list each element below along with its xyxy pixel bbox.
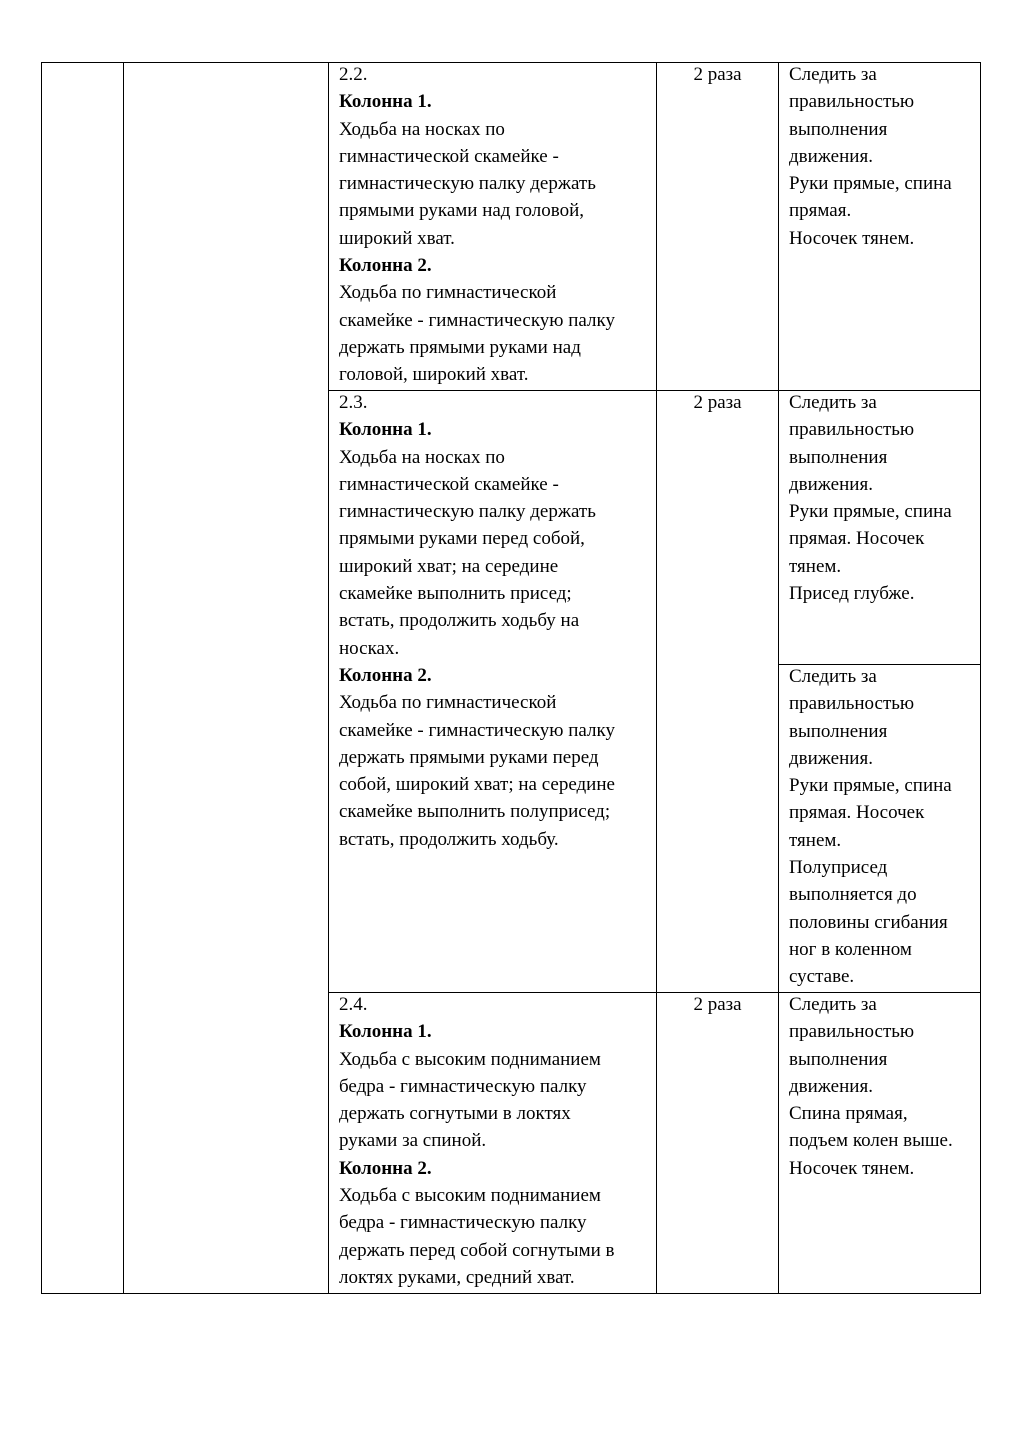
exercise-line: гимнастической скамейке - <box>339 473 559 495</box>
notes-line: половины сгибания <box>789 911 948 933</box>
exercise-line: держать согнутыми в локтях <box>339 1103 571 1125</box>
notes-line: выполнения <box>789 720 888 742</box>
dosage-cell <box>657 991 778 1018</box>
dosage-text: 2 раза <box>693 994 742 1015</box>
exercise-line: прямыми руками перед собой, <box>339 528 585 550</box>
exercise-line: Ходьба с высоким подниманием <box>339 1185 601 1207</box>
notes-line: суставе. <box>789 966 855 988</box>
exercise-line: локтях руками, средний хват. <box>339 1266 575 1288</box>
notes-line: Полуприсед <box>789 857 888 879</box>
notes-line: движения. <box>789 473 873 495</box>
notes-line: Носочек тянем. <box>789 227 915 249</box>
exercise-line: скамейке выполнить присед; <box>339 583 572 605</box>
column-border <box>656 62 657 1294</box>
exercise-line: 2.3. <box>339 392 368 413</box>
exercise-line: Ходьба с высоким подниманием <box>339 1048 601 1070</box>
exercise-line: встать, продолжить ходьбу на <box>339 610 580 632</box>
exercise-line: 2.4. <box>339 994 368 1015</box>
exercise-line: скамейке - гимнастическую палку <box>339 719 615 741</box>
exercise-line: широкий хват. <box>339 227 455 249</box>
column-heading: Колонна 2. <box>339 664 432 686</box>
dosage-text: 2 раза <box>693 392 742 413</box>
exercise-line: прямыми руками над головой, <box>339 200 585 222</box>
notes-line: выполнения <box>789 118 888 140</box>
table-bottom-border <box>41 1293 981 1294</box>
notes-line: ног в коленном <box>789 938 912 960</box>
exercise-line: гимнастическую палку держать <box>339 501 596 523</box>
exercise-line: Ходьба по гимнастической <box>339 692 557 714</box>
notes-line: Носочек тянем. <box>789 1157 915 1179</box>
exercise-line: собой, широкий хват; на середине <box>339 774 615 796</box>
notes-cell <box>789 61 952 252</box>
notes-line: движения. <box>789 145 873 167</box>
notes-line: Следить за <box>789 64 877 85</box>
notes-cell <box>789 663 952 991</box>
exercise-line: головой, широкий хват. <box>339 364 529 386</box>
notes-line: правильностью <box>789 91 915 113</box>
column-border <box>980 62 981 1294</box>
notes-line: движения. <box>789 1075 873 1097</box>
column-heading: Колонна 2. <box>339 255 432 277</box>
column-heading: Колонна 1. <box>339 91 432 113</box>
exercise-line: 2.2. <box>339 64 368 85</box>
column-border <box>123 62 124 1294</box>
notes-line: правильностью <box>789 693 915 715</box>
notes-line: Присед глубже. <box>789 583 915 605</box>
notes-line: Следить за <box>789 666 877 687</box>
exercise-line: держать прямыми руками перед <box>339 746 599 768</box>
notes-line: Следить за <box>789 392 877 413</box>
notes-line: Следить за <box>789 994 877 1015</box>
notes-line: прямая. Носочек <box>789 528 925 550</box>
exercise-line: скамейке выполнить полуприсед; <box>339 801 611 823</box>
exercise-line: Ходьба на носках по <box>339 446 505 468</box>
exercise-line: скамейке - гимнастическую палку <box>339 309 615 331</box>
exercise-cell-2-4 <box>339 991 614 1291</box>
notes-line: подъем колен выше. <box>789 1130 953 1152</box>
notes-line: прямая. <box>789 200 852 222</box>
column-border <box>778 62 779 1294</box>
exercise-line: Ходьба на носках по <box>339 118 505 140</box>
exercise-line: руками за спиной. <box>339 1130 487 1152</box>
column-border <box>328 62 329 1294</box>
exercise-line: держать перед собой согнутыми в <box>339 1239 615 1261</box>
column-heading: Колонна 2. <box>339 1157 432 1179</box>
column-heading: Колонна 1. <box>339 419 432 441</box>
notes-line: тянем. <box>789 555 842 577</box>
exercise-line: гимнастической скамейке - <box>339 145 559 167</box>
notes-cell <box>789 991 953 1182</box>
dosage-text: 2 раза <box>693 64 742 85</box>
notes-line: выполнения <box>789 1048 888 1070</box>
exercise-cell-2-3 <box>339 389 615 853</box>
notes-line: тянем. <box>789 829 842 851</box>
exercise-line: встать, продолжить ходьбу. <box>339 828 559 850</box>
dosage-cell <box>657 389 778 416</box>
exercise-line: носках. <box>339 637 400 659</box>
notes-line: прямая. Носочек <box>789 802 925 824</box>
notes-line: выполняется до <box>789 884 917 906</box>
exercise-line: Ходьба по гимнастической <box>339 282 557 304</box>
column-border <box>41 62 42 1294</box>
notes-line: Спина прямая, <box>789 1103 908 1125</box>
dosage-cell <box>657 61 778 88</box>
notes-line: Руки прямые, спина <box>789 501 952 523</box>
notes-line: Руки прямые, спина <box>789 173 952 195</box>
exercise-line: гимнастическую палку держать <box>339 173 596 195</box>
exercise-line: бедра - гимнастическую палку <box>339 1212 587 1234</box>
exercise-cell-2-2 <box>339 61 615 389</box>
notes-line: правильностью <box>789 1021 915 1043</box>
exercise-line: бедра - гимнастическую палку <box>339 1075 587 1097</box>
notes-line: движения. <box>789 747 873 769</box>
exercise-line: держать прямыми руками над <box>339 336 581 358</box>
notes-cell <box>789 389 952 607</box>
notes-line: правильностью <box>789 419 915 441</box>
column-heading: Колонна 1. <box>339 1021 432 1043</box>
notes-line: Руки прямые, спина <box>789 775 952 797</box>
notes-line: выполнения <box>789 446 888 468</box>
exercise-line: широкий хват; на середине <box>339 555 559 577</box>
